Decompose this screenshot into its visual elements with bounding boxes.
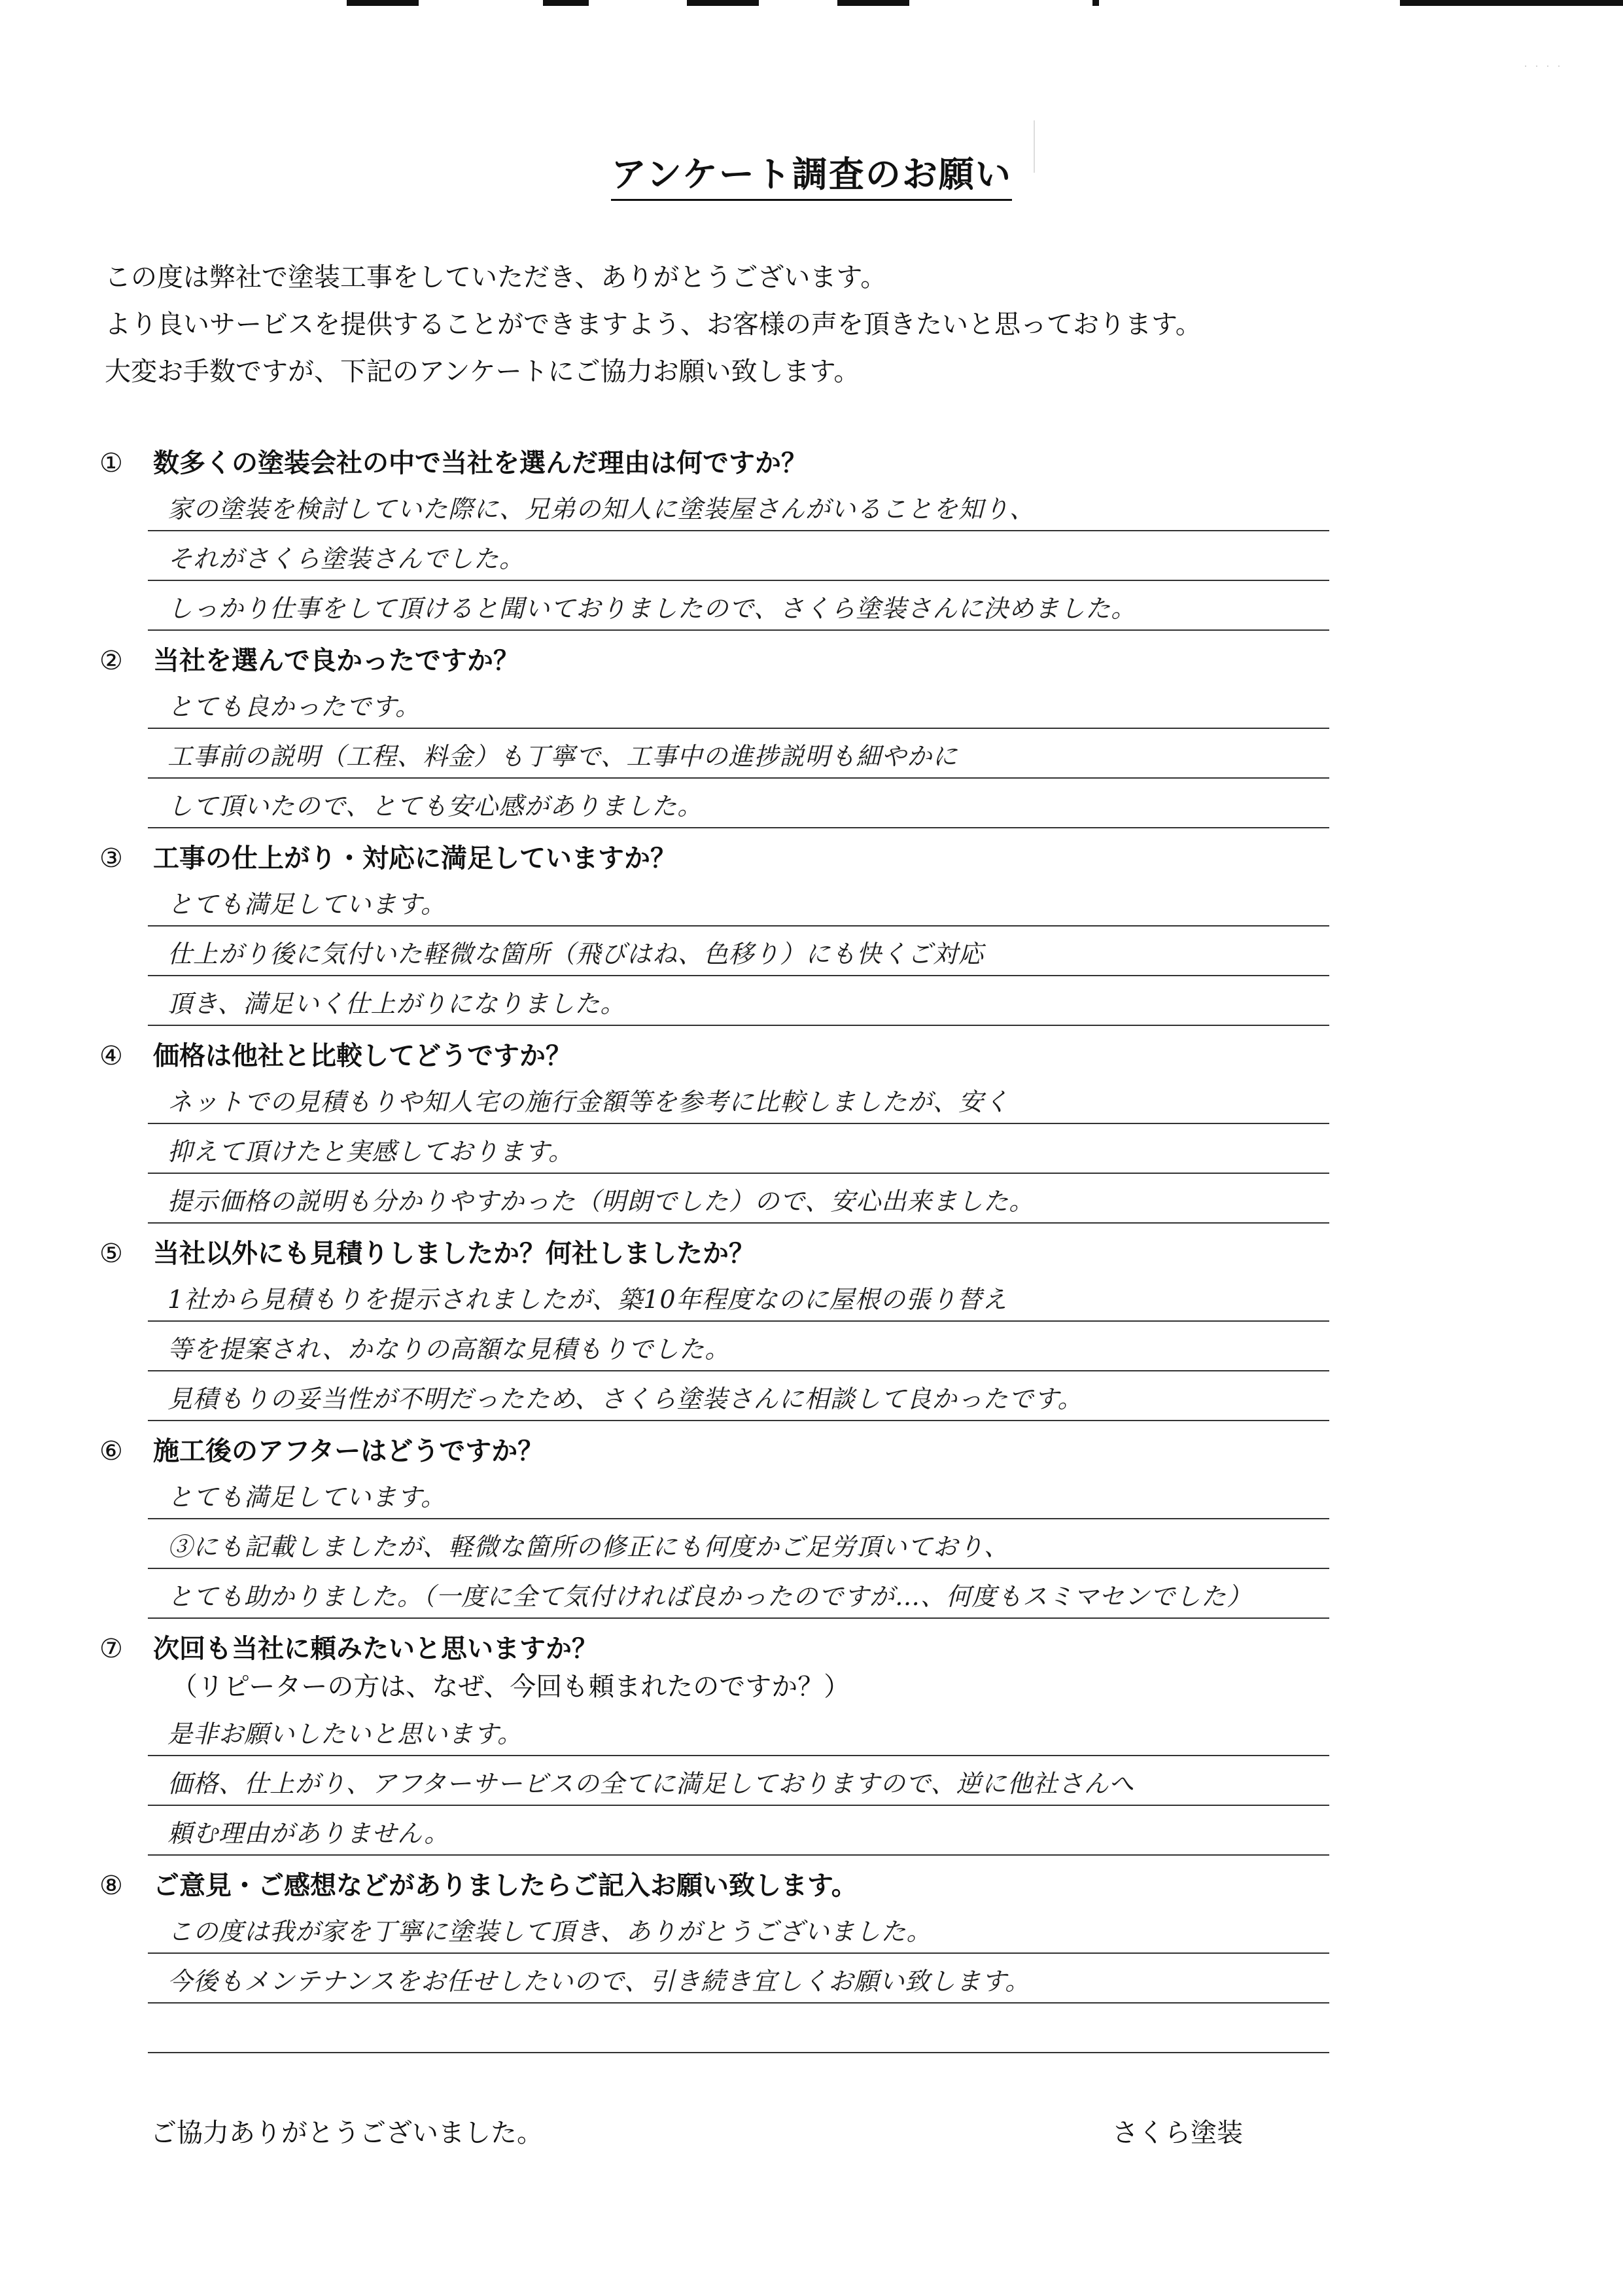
answer-line[interactable]: 提示価格の説明も分かりやすかった（明朗でした）ので、安心出来ました。 xyxy=(148,1174,1329,1224)
scan-edge-mark xyxy=(347,0,419,6)
title-text: アンケート調査のお願い xyxy=(611,154,1012,201)
company-name: さくら塗装 xyxy=(1112,2118,1243,2148)
answer-line[interactable]: しっかり仕事をして頂けると聞いておりましたので、さくら塗装さんに決めました。 xyxy=(148,581,1329,631)
question-7 xyxy=(99,1631,1329,1856)
answer-line[interactable]: 家の塗装を検討していた際に、兄弟の知人に塗装屋さんがいることを知り、 xyxy=(148,482,1329,531)
intro-text xyxy=(105,254,1544,395)
survey-questions xyxy=(99,445,1329,2065)
answer-line[interactable]: 頼む理由がありません。 xyxy=(148,1806,1329,1856)
question-number: ⑧ xyxy=(99,1871,123,1901)
question-number: ⑥ xyxy=(99,1436,123,1466)
scan-edge-mark xyxy=(543,0,589,6)
answer-lines xyxy=(148,1272,1329,1421)
question-2 xyxy=(99,643,1329,828)
answer-line[interactable]: 見積もりの妥当性が不明だったため、さくら塗装さんに相談して良かったです。 xyxy=(148,1371,1329,1421)
answer-line[interactable] xyxy=(148,2004,1329,2053)
answer-line[interactable]: 抑えて頂けたと実感しております。 xyxy=(148,1124,1329,1174)
question-3 xyxy=(99,840,1329,1026)
scan-noise: · · · · xyxy=(1524,62,1563,72)
question-text: 当社を選んで良かったですか？ xyxy=(153,646,519,676)
answer-line[interactable]: とても満足しています。 xyxy=(148,877,1329,927)
answer-line[interactable]: 価格、仕上がり、アフターサービスの全てに満足しておりますので、逆に他社さんへ xyxy=(148,1756,1329,1806)
answer-line[interactable]: 頂き、満足いく仕上がりになりました。 xyxy=(148,976,1329,1026)
question-8 xyxy=(99,1867,1329,2053)
question-subtext: （リピーターの方は、なぜ、今回も頼まれたのですか？） xyxy=(171,1672,850,1702)
question-number: ⑤ xyxy=(99,1239,123,1269)
answer-line[interactable]: 仕上がり後に気付いた軽微な箇所（飛びはね、色移り）にも快くご対応 xyxy=(148,927,1329,976)
answer-line[interactable]: とても満足しています。 xyxy=(148,1470,1329,1519)
question-text: 数多くの塗装会社の中で当社を選んだ理由は何ですか？ xyxy=(153,448,807,478)
question-4 xyxy=(99,1038,1329,1224)
answer-line[interactable]: 工事前の説明（工程、料金）も丁寧で、工事中の進捗説明も細やかに xyxy=(148,729,1329,779)
answer-lines xyxy=(148,679,1329,828)
intro-line: この度は弊社で塗装工事をしていただき、ありがとうございます。 xyxy=(105,262,887,292)
question-number: ④ xyxy=(99,1041,123,1071)
answer-line[interactable]: 等を提案され、かなりの高額な見積もりでした。 xyxy=(148,1322,1329,1371)
answer-lines xyxy=(148,1074,1329,1224)
question-text: 施工後のアフターはどうですか？ xyxy=(153,1436,544,1466)
scan-edge-mark xyxy=(687,0,759,6)
answer-line[interactable]: 1社から見積もりを提示されましたが、築10年程度なのに屋根の張り替え xyxy=(148,1272,1329,1322)
answer-lines xyxy=(148,1904,1329,2053)
question-number: ② xyxy=(99,646,123,676)
question-5 xyxy=(99,1235,1329,1421)
answer-line[interactable]: 是非お願いしたいと思います。 xyxy=(148,1706,1329,1756)
answer-line[interactable]: この度は我が家を丁寧に塗装して頂き、ありがとうございました。 xyxy=(148,1904,1329,1954)
answer-line[interactable]: とても助かりました。（一度に全て気付ければ良かったのですが…、何度もスミマセンでした） xyxy=(148,1569,1329,1619)
answer-lines xyxy=(148,482,1329,631)
answer-line[interactable]: それがさくら塗装さんでした。 xyxy=(148,531,1329,581)
footer-thanks: ご協力ありがとうございました。 xyxy=(150,2118,543,2148)
answer-line[interactable]: ③にも記載しましたが、軽微な箇所の修正にも何度かご足労頂いており、 xyxy=(148,1519,1329,1569)
question-text: ご意見・ご感想などがありましたらご記入お願い致します。 xyxy=(153,1871,858,1901)
page-title xyxy=(0,147,1623,197)
question-1 xyxy=(99,445,1329,631)
answer-line[interactable]: 今後もメンテナンスをお任せしたいので、引き続き宜しくお願い致します。 xyxy=(148,1954,1329,2004)
question-number: ③ xyxy=(99,843,123,874)
scan-edge-mark xyxy=(1400,0,1623,6)
answer-lines xyxy=(148,877,1329,1026)
scan-edge-mark xyxy=(837,0,909,6)
question-text: 価格は他社と比較してどうですか？ xyxy=(153,1041,572,1071)
question-6 xyxy=(99,1433,1329,1619)
question-text: 工事の仕上がり・対応に満足していますか？ xyxy=(153,843,676,874)
intro-line: より良いサービスを提供することができますよう、お客様の声を頂きたいと思っております。 xyxy=(105,309,1202,340)
answer-lines xyxy=(148,1470,1329,1619)
question-text: 当社以外にも見積りしましたか？何社しましたか？ xyxy=(153,1239,755,1269)
question-text: 次回も当社に頼みたいと思いますか？ xyxy=(153,1634,598,1664)
question-number: ① xyxy=(99,448,123,478)
scan-edge-mark xyxy=(1092,0,1099,6)
answer-lines xyxy=(148,1706,1329,1856)
question-number: ⑦ xyxy=(99,1634,123,1664)
answer-line[interactable]: とても良かったです。 xyxy=(148,679,1329,729)
answer-line[interactable]: して頂いたので、とても安心感がありました。 xyxy=(148,779,1329,828)
intro-line: 大変お手数ですが、下記のアンケートにご協力お願い致します。 xyxy=(105,357,860,387)
answer-line[interactable]: ネットでの見積もりや知人宅の施行金額等を参考に比較しましたが、安く xyxy=(148,1074,1329,1124)
